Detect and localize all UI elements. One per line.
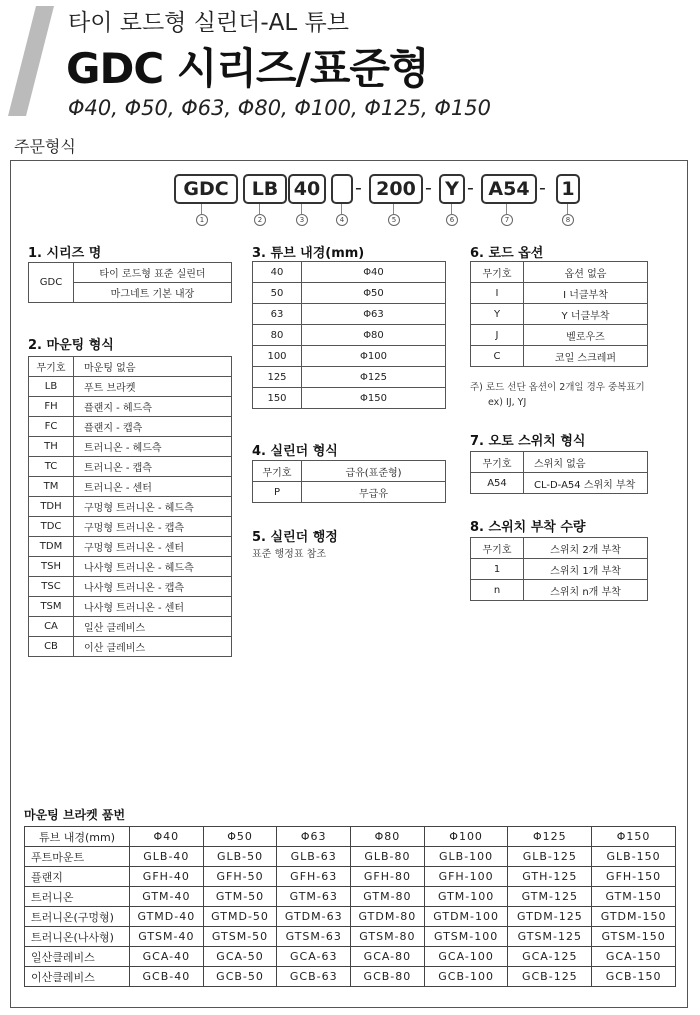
desc-cell: Φ150 bbox=[302, 388, 446, 409]
column-header: Φ63 bbox=[277, 827, 351, 847]
desc-cell: 트러니온 - 헤드측 bbox=[74, 437, 232, 457]
column-header: Φ80 bbox=[351, 827, 425, 847]
code-cell: TDM bbox=[29, 537, 74, 557]
desc-cell: 이산 클레비스 bbox=[74, 637, 232, 657]
code-dash: - bbox=[355, 177, 362, 199]
code-cell: TSC bbox=[29, 577, 74, 597]
stroke-desc: 표준 행정표 참조 bbox=[252, 549, 326, 560]
section-auto-switch-title: 7. 오토 스위치 형식 bbox=[470, 434, 586, 449]
desc-cell: 코일 스크레퍼 bbox=[524, 346, 648, 367]
part-number-cell: GTH-125 bbox=[508, 867, 592, 887]
code-switch-qty: 1 bbox=[556, 174, 580, 204]
column-header: Φ150 bbox=[592, 827, 676, 847]
section-series-title: 1. 시리즈 명 bbox=[28, 246, 102, 261]
column-header: Φ40 bbox=[130, 827, 204, 847]
part-number-cell: GLB-80 bbox=[351, 847, 425, 867]
table-row bbox=[25, 947, 676, 967]
part-number-cell: GCB-100 bbox=[424, 967, 508, 987]
part-number-cell: GCA-50 bbox=[203, 947, 277, 967]
order-format-label: 주문형식 bbox=[14, 137, 76, 156]
code-cell: A54 bbox=[471, 473, 524, 494]
table-row bbox=[25, 867, 676, 887]
code-cell: TH bbox=[29, 437, 74, 457]
part-number-cell: GTM-63 bbox=[277, 887, 351, 907]
table-row bbox=[253, 325, 446, 346]
code-cell: TDH bbox=[29, 497, 74, 517]
bracket-title: 마운팅 브라켓 품번 bbox=[24, 808, 126, 822]
part-number-cell: GTMD-40 bbox=[130, 907, 204, 927]
desc-cell: 스위치 1개 부착 bbox=[524, 559, 648, 580]
cylinder-type-table bbox=[252, 460, 446, 503]
desc-cell: Φ125 bbox=[302, 367, 446, 388]
part-number-cell: GTDM-80 bbox=[351, 907, 425, 927]
code-cell: 무기호 bbox=[253, 461, 302, 482]
part-number-cell: GTM-150 bbox=[592, 887, 676, 907]
part-number-cell: GCA-150 bbox=[592, 947, 676, 967]
switch-qty-table bbox=[470, 537, 648, 601]
part-number-cell: GCB-150 bbox=[592, 967, 676, 987]
part-number-cell: GCA-80 bbox=[351, 947, 425, 967]
desc-cell: 급유(표준형) bbox=[302, 461, 446, 482]
part-number-cell: GCA-40 bbox=[130, 947, 204, 967]
part-number-cell: GTDM-150 bbox=[592, 907, 676, 927]
table-row bbox=[253, 283, 446, 304]
code-cell: 100 bbox=[253, 346, 302, 367]
part-number-cell: GCA-100 bbox=[424, 947, 508, 967]
code-index: 1 bbox=[196, 214, 208, 226]
desc-cell: 스위치 n개 부착 bbox=[524, 580, 648, 601]
series-desc: 마그네트 기본 내장 bbox=[74, 283, 232, 303]
desc-cell: 구멍형 트러니온 - 센터 bbox=[74, 537, 232, 557]
desc-cell: 나사형 트러니온 - 캡측 bbox=[74, 577, 232, 597]
code-cell: 40 bbox=[253, 262, 302, 283]
part-number-cell: GTDM-100 bbox=[424, 907, 508, 927]
column-header: 튜브 내경(mm) bbox=[25, 827, 130, 847]
desc-cell: Φ100 bbox=[302, 346, 446, 367]
part-number-cell: GTSM-40 bbox=[130, 927, 204, 947]
table-row bbox=[25, 847, 676, 867]
code-cell: TSH bbox=[29, 557, 74, 577]
table-row bbox=[25, 887, 676, 907]
table-row bbox=[253, 461, 446, 482]
bore-sizes: Φ40, Φ50, Φ63, Φ80, Φ100, Φ125, Φ150 bbox=[68, 96, 491, 120]
series-desc: 타이 로드형 표준 실린더 bbox=[74, 263, 232, 283]
code-rod-option: Y bbox=[439, 174, 465, 204]
desc-cell: 옵션 없음 bbox=[524, 262, 648, 283]
rod-option-example: ex) IJ, YJ bbox=[488, 397, 527, 408]
desc-cell: 일산 클레비스 bbox=[74, 617, 232, 637]
row-header: 트러니온(구멍형) bbox=[25, 907, 130, 927]
code-dash: - bbox=[539, 177, 546, 199]
part-number-cell: GTSM-125 bbox=[508, 927, 592, 947]
code-cylinder-type bbox=[331, 174, 353, 204]
part-number-cell: GFH-100 bbox=[424, 867, 508, 887]
code-dash: - bbox=[425, 177, 432, 199]
desc-cell: 플랜지 - 캡측 bbox=[74, 417, 232, 437]
table-row bbox=[29, 497, 232, 517]
part-number-cell: GLB-125 bbox=[508, 847, 592, 867]
code-cell: LB bbox=[29, 377, 74, 397]
auto-switch-table bbox=[470, 451, 648, 494]
column-header: Φ50 bbox=[203, 827, 277, 847]
desc-cell: 푸트 브라켓 bbox=[74, 377, 232, 397]
part-number-cell: GCA-125 bbox=[508, 947, 592, 967]
desc-cell: Y 너클부착 bbox=[524, 304, 648, 325]
part-number-cell: GTM-125 bbox=[508, 887, 592, 907]
desc-cell: 트러니온 - 센터 bbox=[74, 477, 232, 497]
code-cell: 무기호 bbox=[471, 452, 524, 473]
table-row bbox=[29, 357, 232, 377]
desc-cell: 마운팅 없음 bbox=[74, 357, 232, 377]
part-number-cell: GCB-40 bbox=[130, 967, 204, 987]
code-mounting: LB bbox=[243, 174, 287, 204]
row-header: 플랜지 bbox=[25, 867, 130, 887]
table-row bbox=[29, 437, 232, 457]
code-cell: 50 bbox=[253, 283, 302, 304]
code-switch: A54 bbox=[481, 174, 537, 204]
part-number-cell: GTDM-63 bbox=[277, 907, 351, 927]
part-number-cell: GFH-80 bbox=[351, 867, 425, 887]
table-row bbox=[29, 457, 232, 477]
code-cell: 63 bbox=[253, 304, 302, 325]
table-row bbox=[253, 367, 446, 388]
table-row bbox=[29, 537, 232, 557]
table-row bbox=[471, 580, 648, 601]
column-header: Φ100 bbox=[424, 827, 508, 847]
part-number-cell: GLB-40 bbox=[130, 847, 204, 867]
desc-cell: I 너클부착 bbox=[524, 283, 648, 304]
series-table bbox=[28, 262, 232, 303]
part-number-cell: GTSM-150 bbox=[592, 927, 676, 947]
part-number-cell: GLB-150 bbox=[592, 847, 676, 867]
code-cell: Y bbox=[471, 304, 524, 325]
table-row bbox=[471, 346, 648, 367]
desc-cell: 구멍형 트러니온 - 캡측 bbox=[74, 517, 232, 537]
part-number-cell: GFH-40 bbox=[130, 867, 204, 887]
desc-cell: 나사형 트러니온 - 센터 bbox=[74, 597, 232, 617]
table-row bbox=[253, 262, 446, 283]
mounting-table bbox=[28, 356, 232, 657]
part-number-cell: GCB-50 bbox=[203, 967, 277, 987]
table-row bbox=[471, 473, 648, 494]
product-subtitle: 타이 로드형 실린더-AL 튜브 bbox=[68, 10, 349, 36]
part-number-cell: GTSM-80 bbox=[351, 927, 425, 947]
table-row bbox=[29, 517, 232, 537]
table-row bbox=[253, 482, 446, 503]
code-cell: 무기호 bbox=[471, 262, 524, 283]
section-rod-option-title: 6. 로드 옵션 bbox=[470, 246, 544, 261]
part-number-cell: GTSM-100 bbox=[424, 927, 508, 947]
part-number-cell: GTSM-50 bbox=[203, 927, 277, 947]
code-index: 7 bbox=[501, 214, 513, 226]
part-number-cell: GFH-50 bbox=[203, 867, 277, 887]
part-number-cell: GCB-125 bbox=[508, 967, 592, 987]
table-row bbox=[29, 557, 232, 577]
table-row bbox=[25, 907, 676, 927]
part-number-cell: GTM-40 bbox=[130, 887, 204, 907]
row-header: 일산클레비스 bbox=[25, 947, 130, 967]
section-mounting-title: 2. 마운팅 형식 bbox=[28, 338, 114, 353]
code-cell: CB bbox=[29, 637, 74, 657]
desc-cell: 벨로우즈 bbox=[524, 325, 648, 346]
desc-cell: 스위치 2개 부착 bbox=[524, 538, 648, 559]
code-cell: n bbox=[471, 580, 524, 601]
table-row bbox=[471, 325, 648, 346]
code-dash: - bbox=[467, 177, 474, 199]
part-number-cell: GCB-80 bbox=[351, 967, 425, 987]
desc-cell: 구멍형 트러니온 - 헤드측 bbox=[74, 497, 232, 517]
part-number-cell: GTSM-63 bbox=[277, 927, 351, 947]
rod-option-table bbox=[470, 261, 648, 367]
desc-cell: Φ80 bbox=[302, 325, 446, 346]
code-index: 6 bbox=[446, 214, 458, 226]
product-title: GDC 시리즈/표준형 bbox=[66, 44, 429, 93]
code-cell: 80 bbox=[253, 325, 302, 346]
table-row bbox=[253, 388, 446, 409]
title-slash-decoration bbox=[8, 6, 58, 116]
row-header: 트러니온(나사형) bbox=[25, 927, 130, 947]
section-cylinder-type-title: 4. 실린더 형식 bbox=[252, 444, 338, 459]
part-number-cell: GTMD-50 bbox=[203, 907, 277, 927]
table-row bbox=[471, 452, 648, 473]
code-cell: FC bbox=[29, 417, 74, 437]
part-number-cell: GFH-150 bbox=[592, 867, 676, 887]
desc-cell: 트러니온 - 캡측 bbox=[74, 457, 232, 477]
code-index: 4 bbox=[336, 214, 348, 226]
row-header: 트러니온 bbox=[25, 887, 130, 907]
code-cell: I bbox=[471, 283, 524, 304]
code-cell: CA bbox=[29, 617, 74, 637]
table-row bbox=[29, 597, 232, 617]
desc-cell: 나사형 트러니온 - 헤드측 bbox=[74, 557, 232, 577]
series-code: GDC bbox=[29, 263, 74, 303]
desc-cell: CL-D-A54 스위치 부착 bbox=[524, 473, 648, 494]
part-number-cell: GLB-100 bbox=[424, 847, 508, 867]
table-row bbox=[29, 637, 232, 657]
row-header: 이산클레비스 bbox=[25, 967, 130, 987]
bore-table bbox=[252, 261, 446, 409]
table-row bbox=[471, 262, 648, 283]
column-header: Φ125 bbox=[508, 827, 592, 847]
part-number-cell: GCA-63 bbox=[277, 947, 351, 967]
code-stroke: 200 bbox=[369, 174, 423, 204]
code-cell: TSM bbox=[29, 597, 74, 617]
section-stroke-title: 5. 실린더 행정 bbox=[252, 530, 338, 545]
code-cell: C bbox=[471, 346, 524, 367]
code-cell: 125 bbox=[253, 367, 302, 388]
part-number-cell: GLB-63 bbox=[277, 847, 351, 867]
code-cell: FH bbox=[29, 397, 74, 417]
code-series: GDC bbox=[174, 174, 238, 204]
code-index: 5 bbox=[388, 214, 400, 226]
code-index: 2 bbox=[254, 214, 266, 226]
rod-option-note: 주) 로드 선단 옵션이 2개일 경우 중복표기 bbox=[470, 382, 645, 393]
table-row bbox=[471, 283, 648, 304]
table-header-row bbox=[25, 827, 676, 847]
part-number-cell: GLB-50 bbox=[203, 847, 277, 867]
table-row bbox=[253, 346, 446, 367]
table-row bbox=[29, 417, 232, 437]
table-row bbox=[471, 304, 648, 325]
code-cell: TM bbox=[29, 477, 74, 497]
table-row bbox=[29, 377, 232, 397]
table-row bbox=[25, 967, 676, 987]
code-bore: 40 bbox=[288, 174, 326, 204]
code-cell: TC bbox=[29, 457, 74, 477]
desc-cell: 플랜지 - 헤드측 bbox=[74, 397, 232, 417]
part-number-cell: GCB-63 bbox=[277, 967, 351, 987]
row-header: 푸트마운트 bbox=[25, 847, 130, 867]
section-bore-title: 3. 튜브 내경(mm) bbox=[252, 246, 365, 261]
bracket-table bbox=[24, 826, 676, 987]
part-number-cell: GTM-100 bbox=[424, 887, 508, 907]
desc-cell: Φ40 bbox=[302, 262, 446, 283]
code-cell: 1 bbox=[471, 559, 524, 580]
part-number-cell: GTDM-125 bbox=[508, 907, 592, 927]
code-cell: TDC bbox=[29, 517, 74, 537]
code-index: 8 bbox=[562, 214, 574, 226]
section-switch-qty-title: 8. 스위치 부착 수량 bbox=[470, 520, 586, 535]
part-number-cell: GTM-80 bbox=[351, 887, 425, 907]
desc-cell: 무급유 bbox=[302, 482, 446, 503]
part-number-cell: GTM-50 bbox=[203, 887, 277, 907]
table-row bbox=[25, 927, 676, 947]
code-cell: 무기호 bbox=[471, 538, 524, 559]
desc-cell: Φ63 bbox=[302, 304, 446, 325]
order-code bbox=[0, 174, 700, 202]
code-cell: 150 bbox=[253, 388, 302, 409]
code-cell: P bbox=[253, 482, 302, 503]
table-row bbox=[29, 617, 232, 637]
table-row bbox=[471, 538, 648, 559]
code-cell: 무기호 bbox=[29, 357, 74, 377]
code-index: 3 bbox=[296, 214, 308, 226]
table-row bbox=[253, 304, 446, 325]
table-row bbox=[471, 559, 648, 580]
desc-cell: Φ50 bbox=[302, 283, 446, 304]
table-row bbox=[29, 397, 232, 417]
part-number-cell: GFH-63 bbox=[277, 867, 351, 887]
table-row bbox=[29, 477, 232, 497]
code-cell: J bbox=[471, 325, 524, 346]
desc-cell: 스위치 없음 bbox=[524, 452, 648, 473]
table-row bbox=[29, 577, 232, 597]
